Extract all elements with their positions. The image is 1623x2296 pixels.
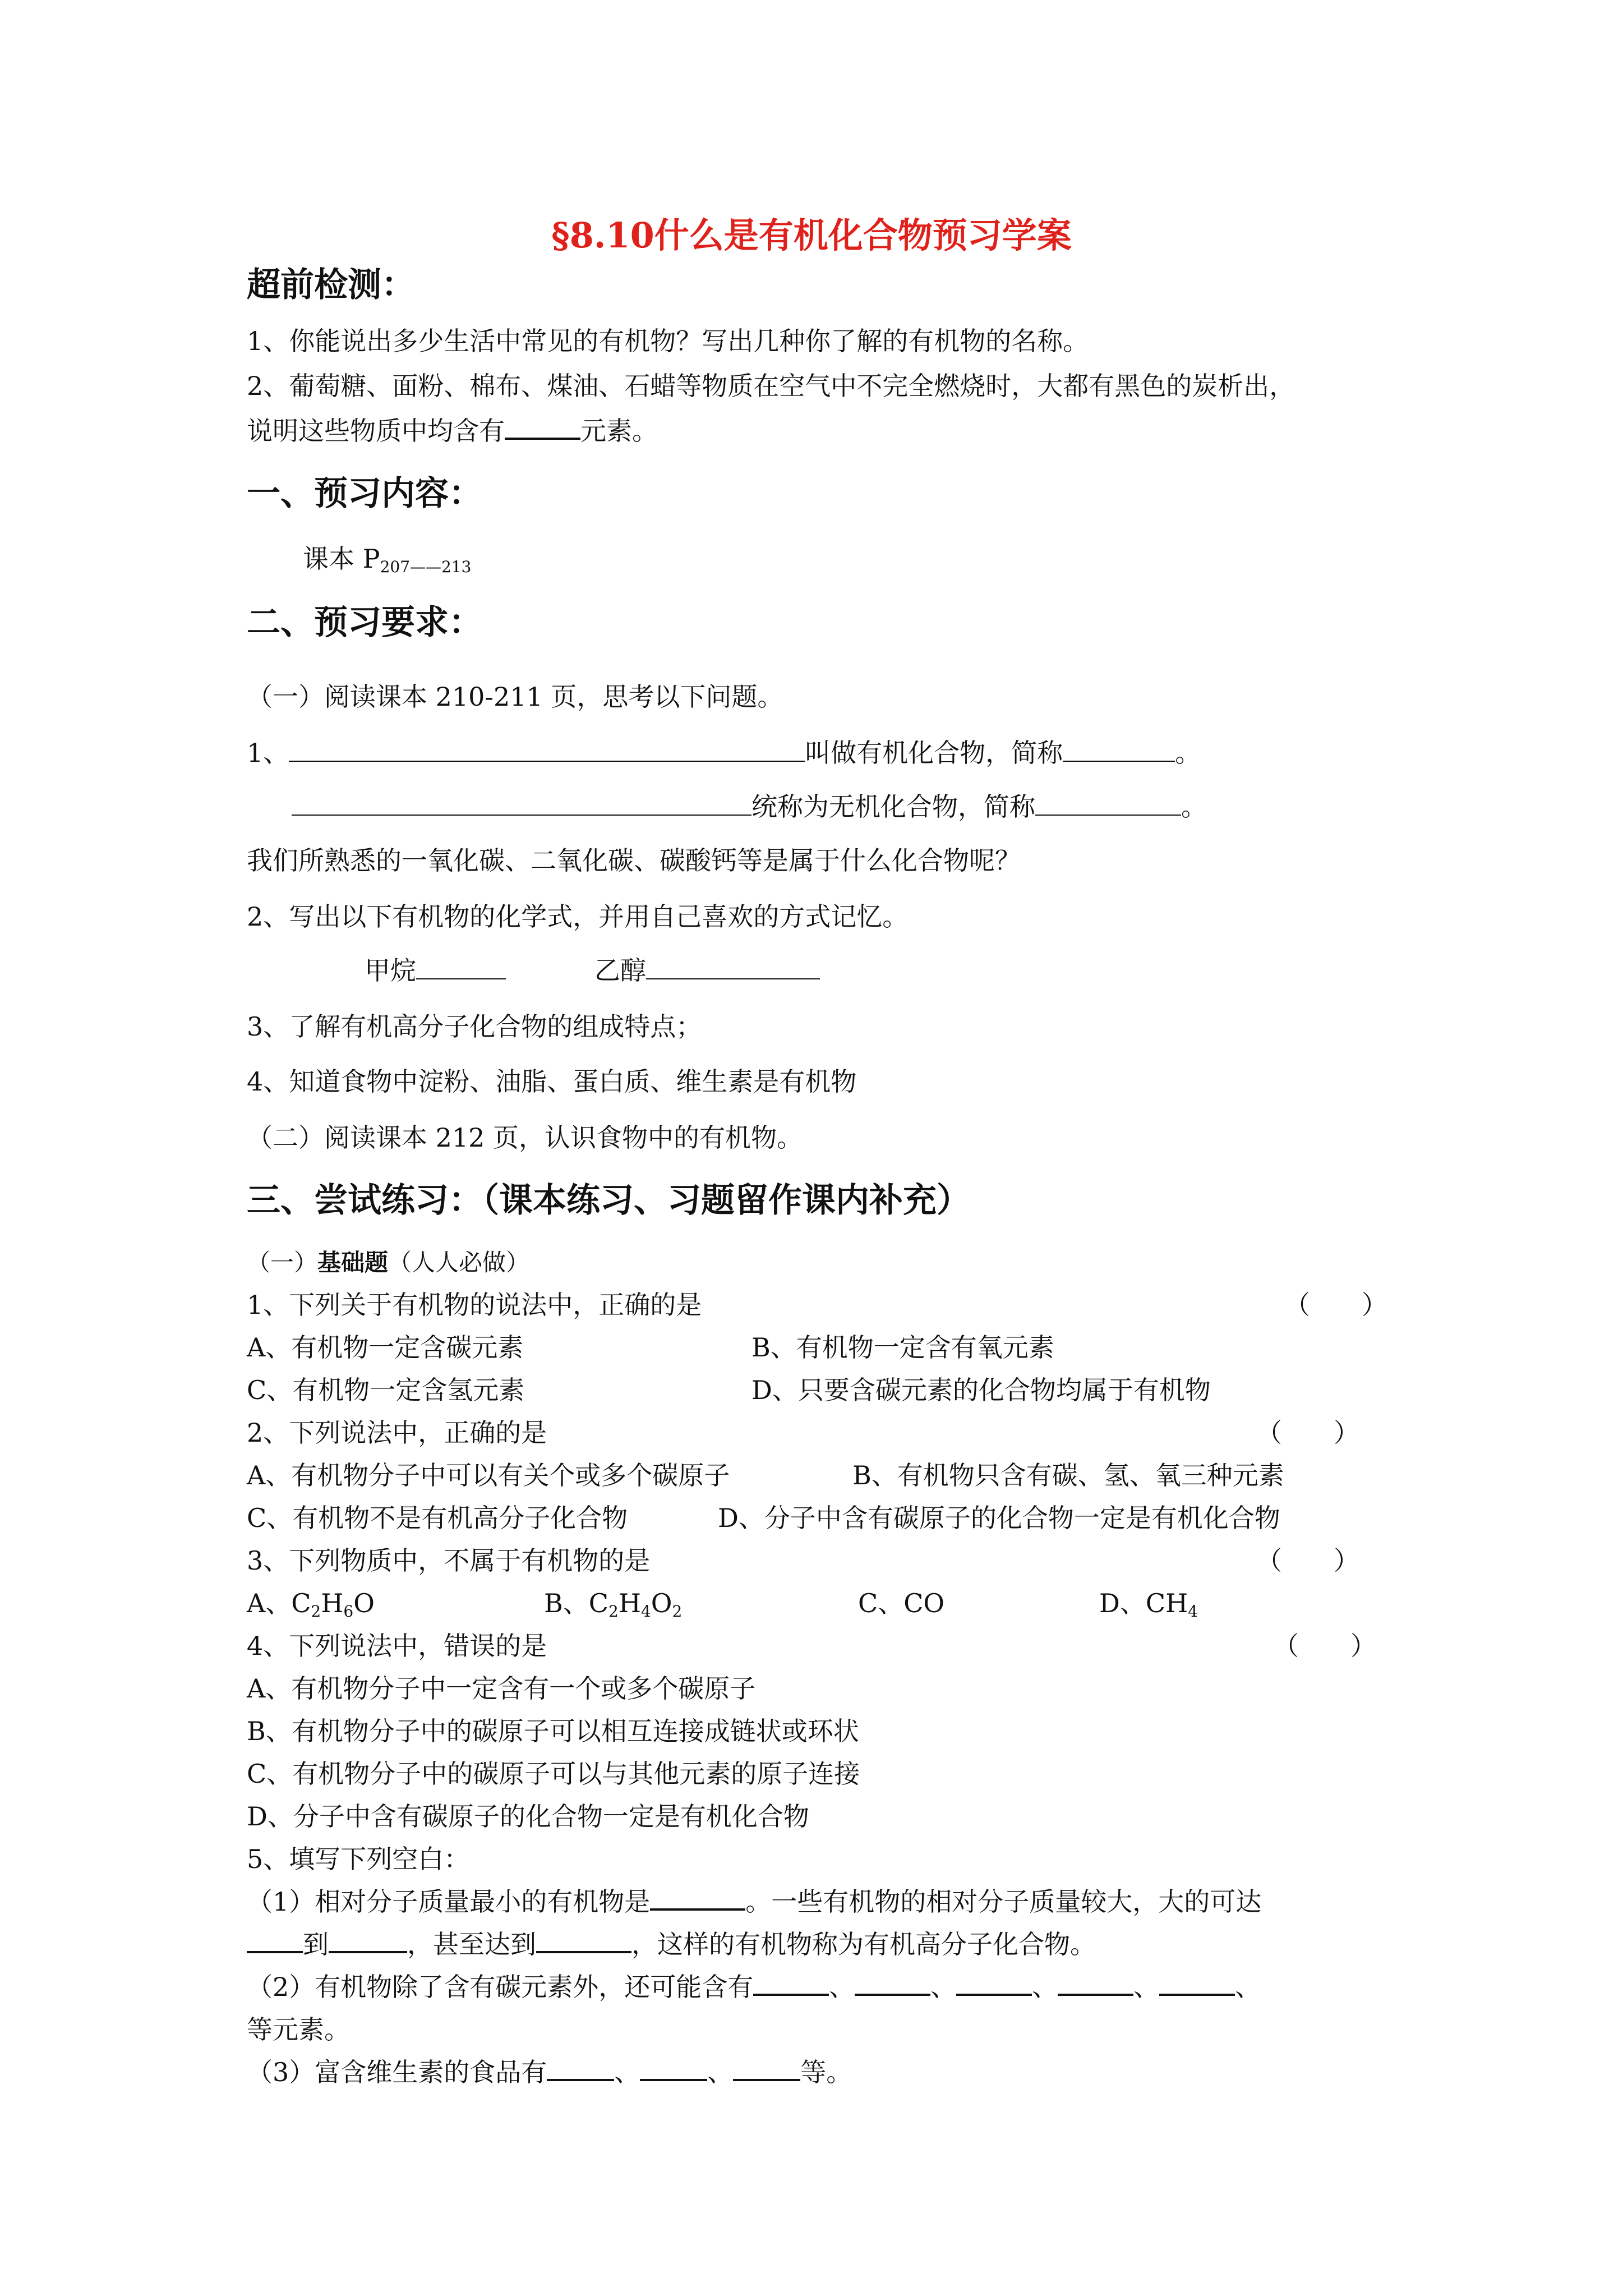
exercise-5-part-1-line1 xyxy=(247,1881,1261,1918)
basic-title: 基础题 xyxy=(317,1249,389,1276)
exercise-4-option-c: C、有机物分子中的碳原子可以与其他元素的原子连接 xyxy=(247,1759,860,1789)
question-compounds: 我们所熟悉的一氧化碳、二氧化碳、碳酸钙等是属于什么化合物呢？ xyxy=(247,845,1021,876)
answer-blank[interactable] xyxy=(247,1950,303,1953)
exercise-2-option-a: A、有机物分子中可以有关个或多个碳原子 xyxy=(247,1460,730,1490)
exercise-5: 5、填写下列空白： xyxy=(247,1844,470,1874)
basic-questions-heading xyxy=(247,1244,529,1278)
answer-blank[interactable] xyxy=(547,2078,614,2081)
answer-blank[interactable] xyxy=(855,1993,930,1996)
exercise-1-option-b: B、有机物一定含有氧元素 xyxy=(751,1332,1054,1363)
methane-label: 甲烷 xyxy=(365,955,416,986)
exercise-4-option-d: D、分子中含有碳原子的化合物一定是有机化合物 xyxy=(247,1801,809,1832)
textbook-label: 课本 P xyxy=(303,544,380,574)
exercise-4: 4、下列说法中，错误的是 xyxy=(247,1631,547,1661)
exercise-3-option-d: D、$CH_4$ xyxy=(1099,1588,1198,1621)
separator: 、 xyxy=(614,2057,640,2087)
requirement-1-line1 xyxy=(247,733,1201,770)
reading-task-2: （二）阅读课本 212 页，认识食物中的有机物。 xyxy=(247,1122,803,1153)
answer-bracket[interactable]: （ ） xyxy=(1284,1290,1387,1320)
requirement-4: 4、知道食物中淀粉、油脂、蛋白质、维生素是有机物 xyxy=(247,1066,857,1097)
q5-1-text-d: ，甚至达到 xyxy=(407,1929,536,1959)
textbook-pages xyxy=(303,539,471,576)
methane-blank-line xyxy=(365,950,506,987)
q5-1-text-e: ，这样的有机物称为有机高分子化合物。 xyxy=(631,1929,1096,1959)
exercise-4-option-b: B、有机物分子中的碳原子可以相互连接成链状或环状 xyxy=(247,1716,859,1746)
separator: 、 xyxy=(930,1972,957,2002)
answer-blank[interactable] xyxy=(956,1993,1032,1996)
answer-blank[interactable] xyxy=(292,814,751,816)
pre-check-question-1: 1、你能说出多少生活中常见的有机物？写出几种你了解的有机物的名称。 xyxy=(247,326,1089,356)
exercise-1-option-c: C、有机物一定含氢元素 xyxy=(247,1375,525,1405)
pre-check-heading: 超前检测： xyxy=(247,265,415,305)
q5-1-text-b: 。一些有机物的相对分子质量较大，大的可达 xyxy=(745,1887,1262,1917)
req1-end: 。 xyxy=(1175,738,1201,768)
option-d-prefix: D、CH xyxy=(1099,1588,1188,1618)
separator: 、 xyxy=(1133,1972,1160,2002)
exercise-4-option-a: A、有机物分子中一定含有一个或多个碳原子 xyxy=(247,1673,756,1704)
basic-note: （人人必做） xyxy=(388,1249,530,1276)
exercise-1-option-a: A、有机物一定含碳元素 xyxy=(247,1332,524,1363)
q2-text-b: 元素。 xyxy=(580,416,658,446)
separator: 、 xyxy=(707,2057,734,2087)
exercise-3-option-a: A、$C_2H_6O$ xyxy=(247,1588,375,1621)
answer-blank[interactable] xyxy=(753,1993,829,1996)
answer-blank[interactable] xyxy=(505,437,580,440)
separator: 、 xyxy=(829,1972,855,2002)
reading-task-1: （一）阅读课本 210-211 页，思考以下问题。 xyxy=(247,682,783,712)
exercise-3-option-b: B、$C_2H_4O_2$ xyxy=(544,1588,683,1621)
answer-blank[interactable] xyxy=(646,978,820,979)
separator: 、 xyxy=(1235,1972,1261,2002)
q5-3-text-a: （3）富含维生素的食品有 xyxy=(247,2057,547,2087)
exercise-3: 3、下列物质中，不属于有机物的是 xyxy=(247,1545,651,1576)
answer-blank[interactable] xyxy=(1159,1993,1235,1996)
section-3-heading: 三、尝试练习：（课本练习、习题留作课内补充） xyxy=(247,1181,970,1220)
answer-blank[interactable] xyxy=(536,1950,631,1953)
answer-blank[interactable] xyxy=(733,2078,800,2081)
exercise-5-part-1-line2 xyxy=(247,1924,1096,1961)
req1-number: 1、 xyxy=(247,738,289,768)
page-title: §8.10什么是有机化合物预习学案 xyxy=(551,215,1072,256)
option-b-prefix: B、C xyxy=(544,1588,608,1618)
textbook-page-range: 207——213 xyxy=(380,558,472,576)
req1-text: 叫做有机化合物，简称 xyxy=(805,738,1063,768)
exercise-3-option-c: C、CO xyxy=(858,1588,945,1618)
q5-3-text-b: 等。 xyxy=(800,2057,852,2087)
answer-blank[interactable] xyxy=(1063,760,1175,762)
answer-blank[interactable] xyxy=(289,760,805,762)
requirement-3: 3、了解有机高分子化合物的组成特点； xyxy=(247,1011,702,1042)
answer-blank[interactable] xyxy=(416,978,506,979)
section-1-heading: 一、预习内容： xyxy=(247,474,482,513)
answer-bracket[interactable]: （ ） xyxy=(1256,1545,1359,1576)
basic-prefix: （一） xyxy=(247,1249,318,1276)
answer-blank[interactable] xyxy=(1058,1993,1133,1996)
q5-1-text-c: 到 xyxy=(303,1929,329,1959)
answer-blank[interactable] xyxy=(1035,814,1181,816)
exercise-5-part-2-line1 xyxy=(247,1967,1261,2004)
q2-text-a: 说明这些物质中均含有 xyxy=(247,416,505,446)
requirement-2: 2、写出以下有机物的化学式，并用自己喜欢的方式记忆。 xyxy=(247,901,909,932)
option-a-prefix: A、C xyxy=(247,1588,311,1618)
exercise-1-option-d: D、只要含碳元素的化合物均属于有机物 xyxy=(751,1375,1211,1405)
exercise-5-part-3 xyxy=(247,2052,852,2089)
requirement-1-line2 xyxy=(292,786,1207,823)
pre-check-question-2-line1: 2、葡萄糖、面粉、棉布、煤油、石蜡等物质在空气中不完全燃烧时，大都有黑色的炭析出， xyxy=(247,371,1295,401)
section-2-heading: 二、预习要求： xyxy=(247,603,482,642)
separator: 、 xyxy=(1032,1972,1058,2002)
req1-end-2: 。 xyxy=(1181,792,1207,822)
exercise-2: 2、下列说法中，正确的是 xyxy=(247,1418,547,1448)
pre-check-question-2-line2 xyxy=(247,411,658,448)
ethanol-blank-line xyxy=(594,950,820,987)
answer-bracket[interactable]: （ ） xyxy=(1256,1418,1359,1448)
answer-bracket[interactable]: （ ） xyxy=(1273,1631,1376,1661)
answer-blank[interactable] xyxy=(640,2078,707,2081)
exercise-1: 1、下列关于有机物的说法中，正确的是 xyxy=(247,1290,702,1320)
ethanol-label: 乙醇 xyxy=(594,955,646,986)
exercise-2-option-c: C、有机物不是有机高分子化合物 xyxy=(247,1503,628,1533)
exercise-2-option-b: B、有机物只含有碳、氢、氧三种元素 xyxy=(852,1460,1284,1490)
req1-text-2: 统称为无机化合物，简称 xyxy=(751,792,1035,822)
q5-2-text-a: （2）有机物除了含有碳元素外，还可能含有 xyxy=(247,1972,754,2002)
answer-blank[interactable] xyxy=(329,1950,407,1953)
answer-blank[interactable] xyxy=(650,1908,745,1911)
exercise-5-part-2-line2: 等元素。 xyxy=(247,2014,350,2045)
q5-1-text-a: （1）相对分子质量最小的有机物是 xyxy=(247,1887,651,1917)
exercise-2-option-d: D、分子中含有碳原子的化合物一定是有机化合物 xyxy=(718,1503,1280,1533)
